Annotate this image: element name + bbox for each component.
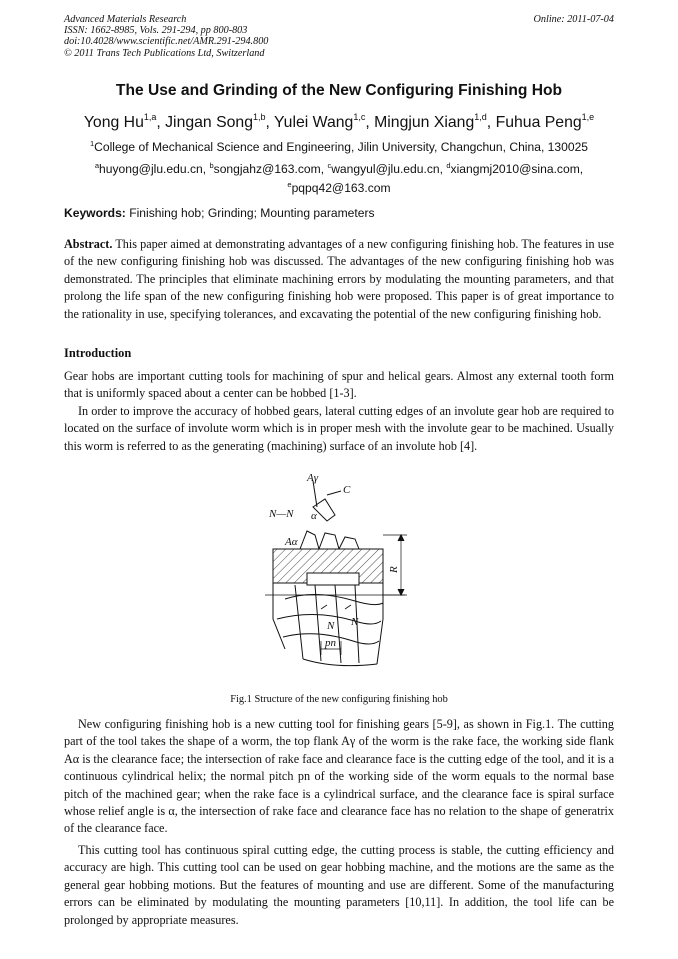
figure-caption: Fig.1 Structure of the new configuring finishing hob xyxy=(230,694,448,705)
email-link[interactable]: xiangmj2010@sina.com xyxy=(450,162,580,176)
paper-title: The Use and Grinding of the New Configuring Finishing Hob xyxy=(115,82,563,99)
author-sup: 1,a xyxy=(143,112,157,122)
affiliation xyxy=(0,139,678,154)
label-alpha: α xyxy=(311,510,317,522)
affiliation-text: College of Mechanical Science and Engineering, Jilin University, Changchun, China, 130025 xyxy=(94,140,589,154)
author-name: Jingan Song xyxy=(165,114,253,131)
label-c: C xyxy=(343,484,351,496)
email-sup: d xyxy=(446,161,451,170)
email-link[interactable]: wangyul@jlu.edu.cn xyxy=(331,162,440,176)
email-sup: e xyxy=(287,180,292,189)
body-paragraph-2: This cutting tool has continuous spiral cutting edge, the cutting process is stable, the cutting efficiency and accuracy are high. This cutting tool can be used on gear hobbing machine, and the motions are the same as the general gear hobbing motions. But the features of mounting and use are different. Some of the manufacturing errors can be eliminated by modulating the mounting parameters [10,11]. In addition, the tool life can be prolonged by appropriate measures. xyxy=(64,843,614,927)
online-date: Online: 2011-07-04 xyxy=(533,14,614,25)
label-n-2: N xyxy=(351,616,359,628)
author-name: Fuhua Peng xyxy=(495,114,582,131)
abstract-label: Abstract. xyxy=(64,237,113,251)
author-sup: 1,e xyxy=(581,112,595,122)
journal-info xyxy=(64,14,268,59)
hob-structure-figure xyxy=(255,469,425,694)
section-heading-introduction: Introduction xyxy=(64,346,132,360)
copyright-line: © 2011 Trans Tech Publications Ltd, Switzerland xyxy=(64,47,265,59)
keywords-label: Keywords: xyxy=(64,206,126,220)
author-name: Mingjun Xiang xyxy=(374,114,475,131)
abstract-text: This paper aimed at demonstrating advantages of a new configuring finishing hob. The features in use of the new configuring finishing hob was discussed. The advantages of the new configuring finishing hob was demonstrated. The principles that eliminate machining errors by modulating the mounting parameters, and that prolong the life span of the new configuring finishing hob were proposed. This paper is of great importance to the rationality in use, specifying tolerances, and excavating the potential of the new configuring finishing hob. xyxy=(64,237,614,321)
label-pn: pn xyxy=(325,637,336,649)
email-list: $^a$huyong@jlu.edu.cn, $^b$songjahz@163.com, $^c$wangyul@jlu.edu.cn, $^d$xiangmj2010@sina.com, $^e$pqpq42@163.com xyxy=(94,161,584,195)
author-name: Yong Hu xyxy=(83,114,144,131)
email-sup: a xyxy=(94,161,99,170)
email-sup: b xyxy=(209,161,214,170)
keywords-text: Finishing hob; Grinding; Mounting parameters xyxy=(129,206,375,220)
email-link[interactable]: pqpq42@163.com xyxy=(291,181,391,195)
author-list: Yong Hu$^{1,a}$, Jingan Song$^{1,b}$, Yulei Wang$^{1,c}$, Mingjun Xiang$^{1,d}$, Fuhua Peng$^{1,e}$ xyxy=(83,112,595,131)
label-r: R xyxy=(388,566,400,573)
journal-name: Advanced Materials Research xyxy=(64,14,187,25)
author-sup: 1,c xyxy=(353,112,366,122)
issn-line: ISSN: 1662-8985, Vols. 291-294, pp 800-803 xyxy=(64,25,248,37)
email-sup: c xyxy=(327,161,332,170)
intro-paragraph-1: Gear hobs are important cutting tools for machining of spur and helical gears. Almost any external tooth form that is uniformly spaced about a center can be hobbed [1-3]. xyxy=(64,369,614,401)
body-paragraph-1: New configuring finishing hob is a new cutting tool for finishing gears [5-9], as shown in Fig.1. The cutting part of the tool takes the shape of a worm, the top flank Aγ of the worm is the rake face, the working side flank Aα is the clearance face; the intersection of rake face and clearance face is the cutting edge of the tool, and it is a continuous cylindrical helix; the normal pitch pn of the working side of the worm equals to the normal base pitch of the machined gear; when the rake face is a cylindrical surface, and the clearance face is spiral surface whose relief angle is α, the intersection of rake face and clearance face has no relation to the shape of generatrix of the clearance face. xyxy=(64,717,614,836)
affiliation-sup: 1 xyxy=(89,139,95,148)
email-link[interactable]: huyong@jlu.edu.cn xyxy=(99,162,203,176)
abstract xyxy=(64,236,614,323)
label-a-alpha: Aα xyxy=(285,536,298,548)
label-n-1: N xyxy=(327,620,335,632)
author-sup: 1,b xyxy=(253,112,266,122)
email-link[interactable]: songjahz@163.com xyxy=(213,162,321,176)
keywords xyxy=(64,206,375,220)
author-sup: 1,d xyxy=(474,112,487,122)
author-name: Yulei Wang xyxy=(274,114,354,131)
label-a-gamma: Aγ xyxy=(307,472,319,484)
label-n-n: N—N xyxy=(269,508,294,520)
doi-line[interactable]: doi:10.4028/www.scientific.net/AMR.291-294.800 xyxy=(64,36,269,48)
intro-paragraph-2: In order to improve the accuracy of hobbed gears, lateral cutting edges of an involute gear hob are required to located on the surface of involute worm which is in proper mesh with the involute gear to be machined. Usually this worm is referred to as the generating (machining) surface of an involute hob [4]. xyxy=(64,404,614,453)
